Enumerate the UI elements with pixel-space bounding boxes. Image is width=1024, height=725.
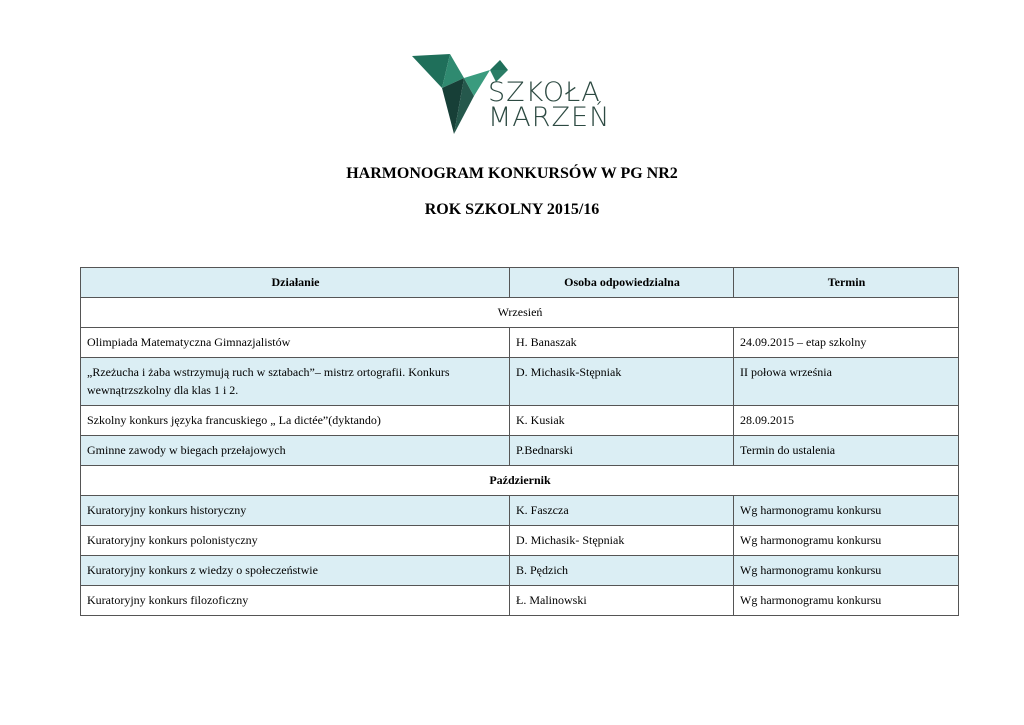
person-cell: D. Michasik-Stępniak	[510, 358, 734, 406]
date-cell: 28.09.2015	[734, 406, 959, 436]
table-row	[81, 496, 959, 526]
activity-cell: „Rzeżucha i żaba wstrzymują ruch w sztabach”– mistrz ortografii. Konkurs wewnątrzszkolny dla klas 1 i 2.	[81, 358, 510, 406]
date-cell: Wg harmonogramu konkursu	[734, 526, 959, 556]
activity-cell: Kuratoryjny konkurs z wiedzy o społeczeństwie	[81, 556, 510, 586]
person-cell: K. Kusiak	[510, 406, 734, 436]
activity-cell: Szkolny konkurs języka francuskiego „ La dictée”(dyktando)	[81, 406, 510, 436]
month-label: Październik	[81, 466, 959, 496]
date-cell: Wg harmonogramu konkursu	[734, 586, 959, 616]
person-cell: P.Bednarski	[510, 436, 734, 466]
date-cell: Termin do ustalenia	[734, 436, 959, 466]
activity-cell: Gminne zawody w biegach przełajowych	[81, 436, 510, 466]
date-cell: 24.09.2015 – etap szkolny	[734, 328, 959, 358]
month-row-september	[81, 298, 959, 328]
person-cell: D. Michasik- Stępniak	[510, 526, 734, 556]
date-cell: II połowa września	[734, 358, 959, 406]
logo-line-1: SZKOŁA	[488, 77, 601, 108]
column-header-person: Osoba odpowiedzialna	[510, 268, 734, 298]
logo-line-2: MARZEŃ	[488, 102, 611, 133]
table-row	[81, 586, 959, 616]
activity-cell: Kuratoryjny konkurs polonistyczny	[81, 526, 510, 556]
person-cell: K. Faszcza	[510, 496, 734, 526]
schedule-table	[80, 267, 959, 616]
month-label: Wrzesień	[81, 298, 959, 328]
person-cell: B. Pędzich	[510, 556, 734, 586]
table-row	[81, 436, 959, 466]
activity-cell: Kuratoryjny konkurs historyczny	[81, 496, 510, 526]
date-cell: Wg harmonogramu konkursu	[734, 556, 959, 586]
activity-cell: Kuratoryjny konkurs filozoficzny	[81, 586, 510, 616]
table-row	[81, 556, 959, 586]
table-header-row	[81, 268, 959, 298]
school-logo	[412, 48, 612, 140]
table-row	[81, 358, 959, 406]
date-cell: Wg harmonogramu konkursu	[734, 496, 959, 526]
column-header-activity: Działanie	[81, 268, 510, 298]
page-subtitle: ROK SZKOLNY 2015/16	[424, 201, 600, 218]
person-cell: Ł. Malinowski	[510, 586, 734, 616]
table-row	[81, 328, 959, 358]
activity-cell: Olimpiada Matematyczna Gimnazjalistów	[81, 328, 510, 358]
month-row-october	[81, 466, 959, 496]
person-cell: H. Banaszak	[510, 328, 734, 358]
page-title: HARMONOGRAM KONKURSÓW W PG NR2	[346, 165, 678, 182]
table-row	[81, 526, 959, 556]
logo-text	[488, 77, 611, 133]
table-row	[81, 406, 959, 436]
column-header-date: Termin	[734, 268, 959, 298]
